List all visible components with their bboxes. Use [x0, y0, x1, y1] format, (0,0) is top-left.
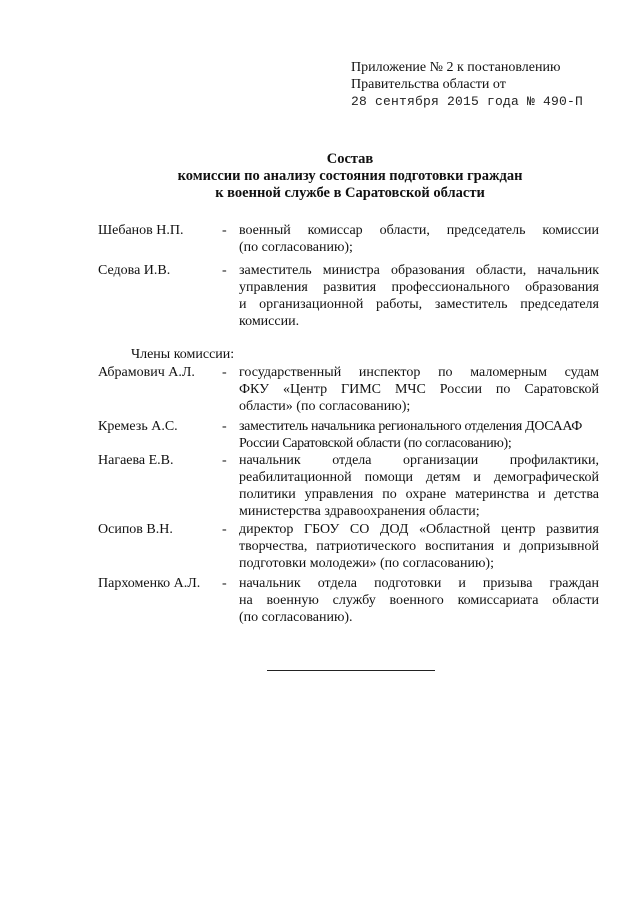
- description-line: подготовки молодежи» (по согласованию);: [239, 556, 494, 571]
- dash: -: [222, 576, 227, 591]
- member-name: Нагаева Е.В.: [98, 453, 174, 468]
- members-label: Члены комиссии:: [131, 347, 235, 362]
- title-line-1: Состав: [326, 151, 374, 167]
- leader-description: [239, 222, 599, 256]
- description-line: военный комиссар области, председатель комиссии: [239, 223, 599, 238]
- title-line-3: к военной службе в Саратовской области: [215, 185, 485, 201]
- description-line: управления развития профессионального образования: [239, 280, 599, 295]
- description-line: начальник отдела подготовки и призыва граждан: [239, 576, 599, 591]
- member-name: Осипов В.Н.: [98, 522, 173, 537]
- dash: -: [222, 419, 227, 434]
- description-line: реабилитационной помощи детям и демографической: [239, 470, 599, 485]
- description-line: заместитель начальника регионального отделения ДОСААФ: [239, 419, 582, 434]
- description-line: творчества, патриотического воспитания и допризывной: [239, 539, 599, 554]
- closing-divider-line: [267, 670, 435, 671]
- leader-description: [239, 262, 599, 330]
- document-title: [90, 151, 610, 202]
- dash: -: [222, 365, 227, 380]
- member-name: Пархоменко А.Л.: [98, 576, 201, 591]
- description-line: комиссии.: [239, 314, 300, 329]
- description-line: начальник отдела организации профилактики,: [239, 453, 599, 468]
- description-line: ФКУ «Центр ГИМС МЧС России по Саратовской: [239, 382, 599, 397]
- description-line: и организационной работы, заместитель председателя: [239, 297, 599, 312]
- member-name: Кремезь А.С.: [98, 419, 178, 434]
- description-line: (по согласованию).: [239, 610, 353, 625]
- description-line: министерства здравоохранения области;: [239, 504, 480, 519]
- description-line: директор ГБОУ СО ДОД «Областной центр развития: [239, 522, 599, 537]
- description-line: России Саратовской области (по согласованию);: [239, 436, 512, 451]
- description-line: (по согласованию);: [239, 240, 353, 255]
- dash: -: [222, 263, 227, 278]
- dash: -: [222, 223, 227, 238]
- member-description: [239, 575, 599, 626]
- appendix-header: [351, 59, 621, 110]
- description-line: заместитель министра образования области, начальник: [239, 263, 599, 278]
- member-description: [239, 364, 599, 415]
- description-line: на военную службу военного комиссариата области: [239, 593, 599, 608]
- member-description: [239, 452, 599, 520]
- member-description: [239, 521, 599, 572]
- dash: -: [222, 522, 227, 537]
- dash: -: [222, 453, 227, 468]
- member-description: [239, 418, 604, 452]
- appendix-line-1: Приложение № 2 к постановлению: [351, 60, 561, 75]
- description-line: политики управления по охране материнства и детства: [239, 487, 599, 502]
- description-line: области» (по согласованию);: [239, 399, 411, 414]
- appendix-line-2: Правительства области от: [351, 77, 506, 92]
- title-line-2: комиссии по анализу состояния подготовки граждан: [177, 168, 523, 184]
- member-name: Абрамович А.Л.: [98, 365, 195, 380]
- leader-name: Седова И.В.: [98, 263, 171, 278]
- description-line: государственный инспектор по маломерным судам: [239, 365, 599, 380]
- leader-name: Шебанов Н.П.: [98, 223, 184, 238]
- appendix-date-stamp: 28 сентября 2015 года № 490-П: [351, 94, 584, 109]
